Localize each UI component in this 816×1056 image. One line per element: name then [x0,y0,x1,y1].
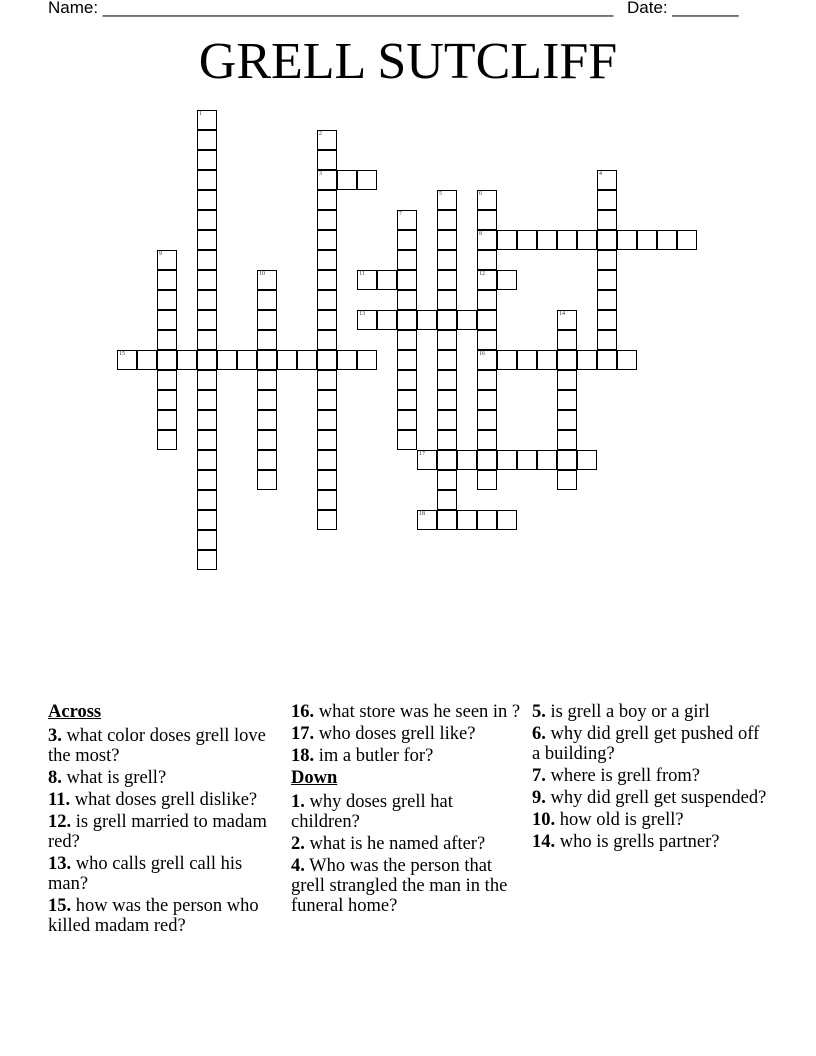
crossword-cell[interactable] [537,350,557,370]
crossword-cell[interactable] [557,350,577,370]
crossword-cell[interactable] [317,210,337,230]
crossword-cell[interactable] [477,330,497,350]
crossword-cell[interactable] [437,330,457,350]
crossword-cell[interactable] [397,350,417,370]
crossword-cell[interactable] [197,150,217,170]
crossword-cell[interactable] [517,350,537,370]
crossword-cell[interactable] [637,230,657,250]
crossword-cell[interactable] [517,230,537,250]
crossword-cell[interactable] [197,370,217,390]
crossword-cell[interactable] [317,510,337,530]
crossword-cell[interactable] [477,290,497,310]
crossword-cell[interactable] [117,350,137,370]
clue-down-4: 4. Who was the person that grell strangled the man in the funeral home? [291,856,508,916]
crossword-cell[interactable] [397,250,417,270]
crossword-cell[interactable] [257,330,277,350]
crossword-cell[interactable] [597,330,617,350]
crossword-cell[interactable] [197,110,217,130]
crossword-cell[interactable] [357,350,377,370]
crossword-cell[interactable] [417,450,437,470]
crossword-cell[interactable] [537,450,557,470]
crossword-cell[interactable] [317,330,337,350]
crossword-cell[interactable] [477,310,497,330]
crossword-cell[interactable] [157,410,177,430]
crossword-cell[interactable] [497,450,517,470]
crossword-cell[interactable] [497,230,517,250]
crossword-cell[interactable] [277,350,297,370]
clue-number: 17 [419,451,425,457]
crossword-cell[interactable] [477,410,497,430]
clue-number: 14 [559,311,565,317]
clue-number: 13 [359,311,365,317]
crossword-cell[interactable] [197,190,217,210]
crossword-cell[interactable] [177,350,197,370]
crossword-cell[interactable] [377,270,397,290]
crossword-cell[interactable] [317,250,337,270]
crossword-cell[interactable] [577,450,597,470]
crossword-cell[interactable] [317,350,337,370]
crossword-cell[interactable] [257,270,277,290]
crossword-cell[interactable] [317,290,337,310]
crossword-cell[interactable] [257,310,277,330]
clue-number: 18 [419,511,425,517]
clue-down-14: 14. who is grells partner? [532,832,720,852]
crossword-cell[interactable] [557,410,577,430]
clue-across-11: 11. what doses grell dislike? [48,790,258,810]
crossword-cell[interactable] [477,470,497,490]
crossword-cell[interactable] [157,390,177,410]
crossword-cell[interactable] [417,310,437,330]
clue-number: 8 [479,231,482,237]
crossword-cell[interactable] [557,430,577,450]
clue-across-8: 8. what is grell? [48,768,167,788]
crossword-cell[interactable] [597,310,617,330]
crossword-cell[interactable] [617,350,637,370]
crossword-cell[interactable] [397,430,417,450]
clue-across-16: 16. what store was he seen in ? [291,702,521,722]
clue-down-10: 10. how old is grell? [532,810,684,830]
crossword-cell[interactable] [317,410,337,430]
clue-down-2: 2. what is he named after? [291,834,486,854]
clue-number: 10 [259,271,265,277]
crossword-cell[interactable] [197,310,217,330]
crossword-cell[interactable] [437,470,457,490]
clue-across-3: 3. what color doses grell love the most? [48,726,266,766]
crossword-cell[interactable] [317,170,337,190]
crossword-cell[interactable] [137,350,157,370]
crossword-cell[interactable] [477,190,497,210]
crossword-cell[interactable] [457,310,477,330]
crossword-cell[interactable] [437,250,457,270]
crossword-cell[interactable] [517,450,537,470]
crossword-cell[interactable] [477,350,497,370]
page-title: GRELL SUTCLIFF [198,33,618,90]
crossword-cell[interactable] [597,170,617,190]
crossword-cell[interactable] [437,230,457,250]
crossword-cell[interactable] [657,230,677,250]
crossword-cell[interactable] [477,250,497,270]
crossword-cell[interactable] [397,230,417,250]
crossword-cell[interactable] [597,290,617,310]
clue-across-13: 13. who calls grell call his man? [48,854,243,894]
crossword-cell[interactable] [437,270,457,290]
clue-across-12: 12. is grell married to madam red? [48,812,267,852]
clues-column-2 [291,702,526,918]
crossword-cell[interactable] [197,490,217,510]
crossword-cell[interactable] [437,350,457,370]
crossword-cell[interactable] [257,350,277,370]
clue-across-15: 15. how was the person who killed madam red? [48,896,259,936]
crossword-cell[interactable] [557,470,577,490]
clue-number: 4 [599,171,602,177]
crossword-cell[interactable] [157,270,177,290]
crossword-cell[interactable] [197,290,217,310]
crossword-cell[interactable] [677,230,697,250]
crossword-cell[interactable] [197,430,217,450]
crossword-cell[interactable] [237,350,257,370]
crossword-cell[interactable] [157,290,177,310]
crossword-cell[interactable] [597,270,617,290]
crossword-cell[interactable] [597,230,617,250]
crossword-cell[interactable] [597,250,617,270]
crossword-cell[interactable] [317,390,337,410]
crossword-cell[interactable] [417,510,437,530]
clue-across-17: 17. who doses grell like? [291,724,476,744]
crossword-cell[interactable] [397,270,417,290]
crossword-cell[interactable] [257,430,277,450]
clue-number: 11 [359,271,365,277]
crossword-cell[interactable] [197,350,217,370]
crossword-cell[interactable] [477,510,497,530]
crossword-cell[interactable] [317,270,337,290]
clue-down-6: 6. why did grell get pushed off a building? [532,724,760,764]
crossword-cell[interactable] [157,330,177,350]
crossword-cell[interactable] [197,330,217,350]
crossword-cell[interactable] [557,310,577,330]
crossword-cell[interactable] [197,230,217,250]
clues-column-1 [48,702,278,938]
crossword-cell[interactable] [397,370,417,390]
crossword-cell[interactable] [477,270,497,290]
clues-column-3 [532,702,772,854]
crossword-cell[interactable] [437,310,457,330]
crossword-cell[interactable] [157,350,177,370]
crossword-cell[interactable] [437,290,457,310]
crossword-cell[interactable] [437,190,457,210]
crossword-cell[interactable] [257,290,277,310]
clue-number: 7 [399,211,402,217]
crossword-cell[interactable] [537,230,557,250]
crossword-cell[interactable] [317,450,337,470]
crossword-cell[interactable] [217,350,237,370]
clue-down-1: 1. why doses grell hat children? [291,792,453,832]
crossword-cell[interactable] [557,330,577,350]
clue-number: 9 [159,251,162,257]
crossword-cell[interactable] [437,410,457,430]
crossword-cell[interactable] [197,410,217,430]
crossword-cell[interactable] [337,350,357,370]
crossword-cell[interactable] [457,510,477,530]
clue-across-18: 18. im a butler for? [291,746,434,766]
crossword-cell[interactable] [397,310,417,330]
crossword-cell[interactable] [497,350,517,370]
date-field-label: Date: _______ [627,0,739,17]
across-heading: Across [48,702,102,722]
crossword-cell[interactable] [397,330,417,350]
name-field-label: Name: ______________________________________________________ [48,0,614,17]
crossword-cell[interactable] [157,310,177,330]
crossword-cell[interactable] [477,390,497,410]
crossword-cell[interactable] [477,230,497,250]
clue-down-9: 9. why did grell get suspended? [532,788,767,808]
crossword-cell[interactable] [577,350,597,370]
crossword-cell[interactable] [317,190,337,210]
crossword-cell[interactable] [477,430,497,450]
crossword-cell[interactable] [197,550,217,570]
clue-number: 5 [439,191,442,197]
crossword-cell[interactable] [317,230,337,250]
crossword-cell[interactable] [397,390,417,410]
crossword-cell[interactable] [317,130,337,150]
crossword-cell[interactable] [157,430,177,450]
clue-down-5: 5. is grell a boy or a girl [532,702,710,722]
crossword-cell[interactable] [257,410,277,430]
crossword-cell[interactable] [437,390,457,410]
crossword-cell[interactable] [197,390,217,410]
crossword-cell[interactable] [357,310,377,330]
crossword-cell[interactable] [297,350,317,370]
crossword-cell[interactable] [437,490,457,510]
crossword-cell[interactable] [377,310,397,330]
crossword-cell[interactable] [477,450,497,470]
crossword-cell[interactable] [597,190,617,210]
crossword-cell[interactable] [477,210,497,230]
crossword-cell[interactable] [317,150,337,170]
crossword-cell[interactable] [557,370,577,390]
clue-number: 15 [119,351,125,357]
clue-number: 16 [479,351,485,357]
down-heading: Down [291,768,338,788]
crossword-cell[interactable] [397,210,417,230]
crossword-cell[interactable] [257,390,277,410]
crossword-cell[interactable] [437,430,457,450]
crossword-cell[interactable] [197,450,217,470]
crossword-cell[interactable] [397,410,417,430]
clue-number: 12 [479,271,485,277]
crossword-cell[interactable] [197,250,217,270]
crossword-cell[interactable] [437,370,457,390]
crossword-cell[interactable] [617,230,637,250]
crossword-cell[interactable] [257,470,277,490]
crossword-cell[interactable] [437,210,457,230]
crossword-cell[interactable] [257,370,277,390]
crossword-cell[interactable] [557,230,577,250]
crossword-cell[interactable] [477,370,497,390]
crossword-cell[interactable] [497,510,517,530]
crossword-cell[interactable] [357,170,377,190]
crossword-cell[interactable] [397,290,417,310]
crossword-cell[interactable] [597,210,617,230]
crossword-cell[interactable] [557,390,577,410]
crossword-cell[interactable] [197,530,217,550]
crossword-cell[interactable] [317,370,337,390]
crossword-cell[interactable] [197,270,217,290]
crossword-cell[interactable] [197,130,217,150]
crossword-cell[interactable] [577,230,597,250]
crossword-cell[interactable] [317,470,337,490]
crossword-cell[interactable] [257,450,277,470]
crossword-cell[interactable] [197,170,217,190]
crossword-cell[interactable] [497,270,517,290]
crossword-cell[interactable] [557,450,577,470]
crossword-cell[interactable] [197,210,217,230]
clue-number: 2 [319,131,322,137]
crossword-cell[interactable] [437,450,457,470]
crossword-cell[interactable] [317,490,337,510]
crossword-cell[interactable] [197,510,217,530]
clue-number: 3 [319,171,322,177]
crossword-cell[interactable] [197,470,217,490]
crossword-cell[interactable] [457,450,477,470]
crossword-cell[interactable] [437,510,457,530]
crossword-cell[interactable] [317,310,337,330]
crossword-cell[interactable] [157,370,177,390]
clue-number: 6 [479,191,482,197]
crossword-cell[interactable] [597,350,617,370]
clue-down-7: 7. where is grell from? [532,766,700,786]
crossword-cell[interactable] [157,250,177,270]
crossword-cell[interactable] [337,170,357,190]
crossword-cell[interactable] [357,270,377,290]
crossword-cell[interactable] [317,430,337,450]
clue-number: 1 [199,111,202,117]
